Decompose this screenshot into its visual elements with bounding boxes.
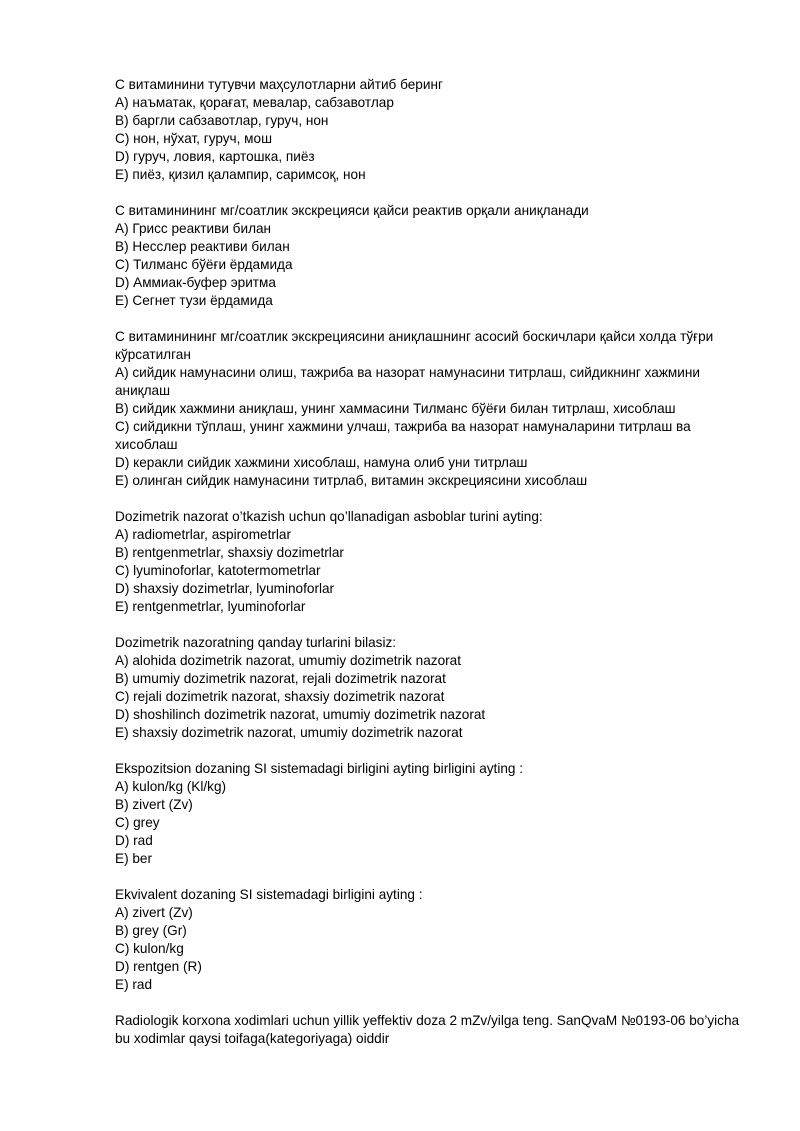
document-page xyxy=(115,76,755,1066)
option-e: E) rentgenmetrlar, lyuminoforlar xyxy=(115,599,306,614)
option-a: A) zivert (Zv) xyxy=(115,905,193,920)
option-d: D) rentgen (R) xyxy=(115,959,202,974)
question-3 xyxy=(115,328,755,490)
question-text: С витаминининг мг/соатлик экскрецияси қайси реактив орқали аниқланади xyxy=(115,203,589,218)
option-d: D) shaxsiy dozimetrlar, lyuminoforlar xyxy=(115,581,335,596)
option-d: D) Аммиак-буфер эритма xyxy=(115,275,276,290)
option-e: E) пиёз, қизил қалампир, саримсоқ, нон xyxy=(115,167,366,182)
option-a: А) сийдик намунасини олиш, тажриба ва назорат намунасини титрлаш, сийдикнинг хажмини аниқлаш xyxy=(115,365,700,398)
option-c: С) сийдикни тўплаш, унинг хажмини улчаш, тажриба ва назорат намуналарини титрлаш ва хисоблаш xyxy=(115,419,691,452)
option-b: В) баргли сабзавотлар, гуруч, нон xyxy=(115,113,329,128)
option-d: D) гуруч, ловия, картошка, пиёз xyxy=(115,149,315,164)
option-b: В) Несслер реактиви билан xyxy=(115,239,290,254)
option-b: B) grey (Gr) xyxy=(115,923,187,938)
option-c: C) kulon/kg xyxy=(115,941,184,956)
question-7 xyxy=(115,886,755,994)
question-text: С витаминининг мг/соатлик экскрециясини аниқлашнинг асосий боскичлари қайси холда тўғри кўрсатилган xyxy=(115,329,714,362)
question-5 xyxy=(115,634,755,742)
option-e: E) ber xyxy=(115,851,153,866)
option-d: D) shoshilinch dozimetrik nazorat, umumiy dozimetrik nazorat xyxy=(115,707,486,722)
option-d: D) rad xyxy=(115,833,153,848)
option-a: A) alohida dozimetrik nazorat, umumiy dozimetrik nazorat xyxy=(115,653,462,668)
option-a: A) kulon/kg (Kl/kg) xyxy=(115,779,227,794)
question-text: Radiologik korxona xodimlari uchun yillik yeffektiv doza 2 mZv/yilga teng. SanQvaM №0193-06 bo’yicha bu xodimlar qaysi toifaga(kategoriyaga) oiddir xyxy=(115,1013,740,1046)
question-6 xyxy=(115,760,755,868)
option-b: B) zivert (Zv) xyxy=(115,797,193,812)
question-text: С витаминини тутувчи маҳсулотларни айтиб беринг xyxy=(115,77,443,92)
option-b: B) umumiy dozimetrik nazorat, rejali dozimetrik nazorat xyxy=(115,671,446,686)
option-c: C) rejali dozimetrik nazorat, shaxsiy dozimetrik nazorat xyxy=(115,689,445,704)
option-b: B) rentgenmetrlar, shaxsiy dozimetrlar xyxy=(115,545,344,560)
option-a: A) radiometrlar, aspirometrlar xyxy=(115,527,292,542)
option-c: C) grey xyxy=(115,815,160,830)
option-c: С) нон, нўхат, гуруч, мош xyxy=(115,131,272,146)
option-b: В) сийдик хажмини аниқлаш, унинг хаммасини Тилманс бўёғи билан титрлаш, хисоблаш xyxy=(115,401,676,416)
option-c: С) Тилманс бўёғи ёрдамида xyxy=(115,257,293,272)
option-e: E) олинган сийдик намунасини титрлаб, витамин экскрециясини хисоблаш xyxy=(115,473,588,488)
question-text: Dozimetrik nazorat o’tkazish uchun qo’llanadigan asboblar turini ayting: xyxy=(115,509,543,524)
question-text: Dozimetrik nazoratning qanday turlarini bilasiz: xyxy=(115,635,397,650)
question-2 xyxy=(115,202,755,310)
question-1 xyxy=(115,76,755,184)
question-4 xyxy=(115,508,755,616)
option-a: А) наъматак, қорағат, мевалар, сабзавотлар xyxy=(115,95,394,110)
option-e: E) Сегнет тузи ёрдамида xyxy=(115,293,273,308)
option-d: D) керакли сийдик хажмини хисоблаш, намуна олиб уни титрлаш xyxy=(115,455,528,470)
option-e: E) rad xyxy=(115,977,153,992)
option-c: C) lyuminoforlar, katotermometrlar xyxy=(115,563,321,578)
question-text: Ekspozitsion dozaning SI sistemadagi birligini ayting birligini ayting : xyxy=(115,761,524,776)
question-text: Ekvivalent dozaning SI sistemadagi birligini ayting : xyxy=(115,887,423,902)
option-e: E) shaxsiy dozimetrik nazorat, umumiy dozimetrik nazorat xyxy=(115,725,463,740)
question-8 xyxy=(115,1012,755,1048)
option-a: А) Грисс реактиви билан xyxy=(115,221,272,236)
